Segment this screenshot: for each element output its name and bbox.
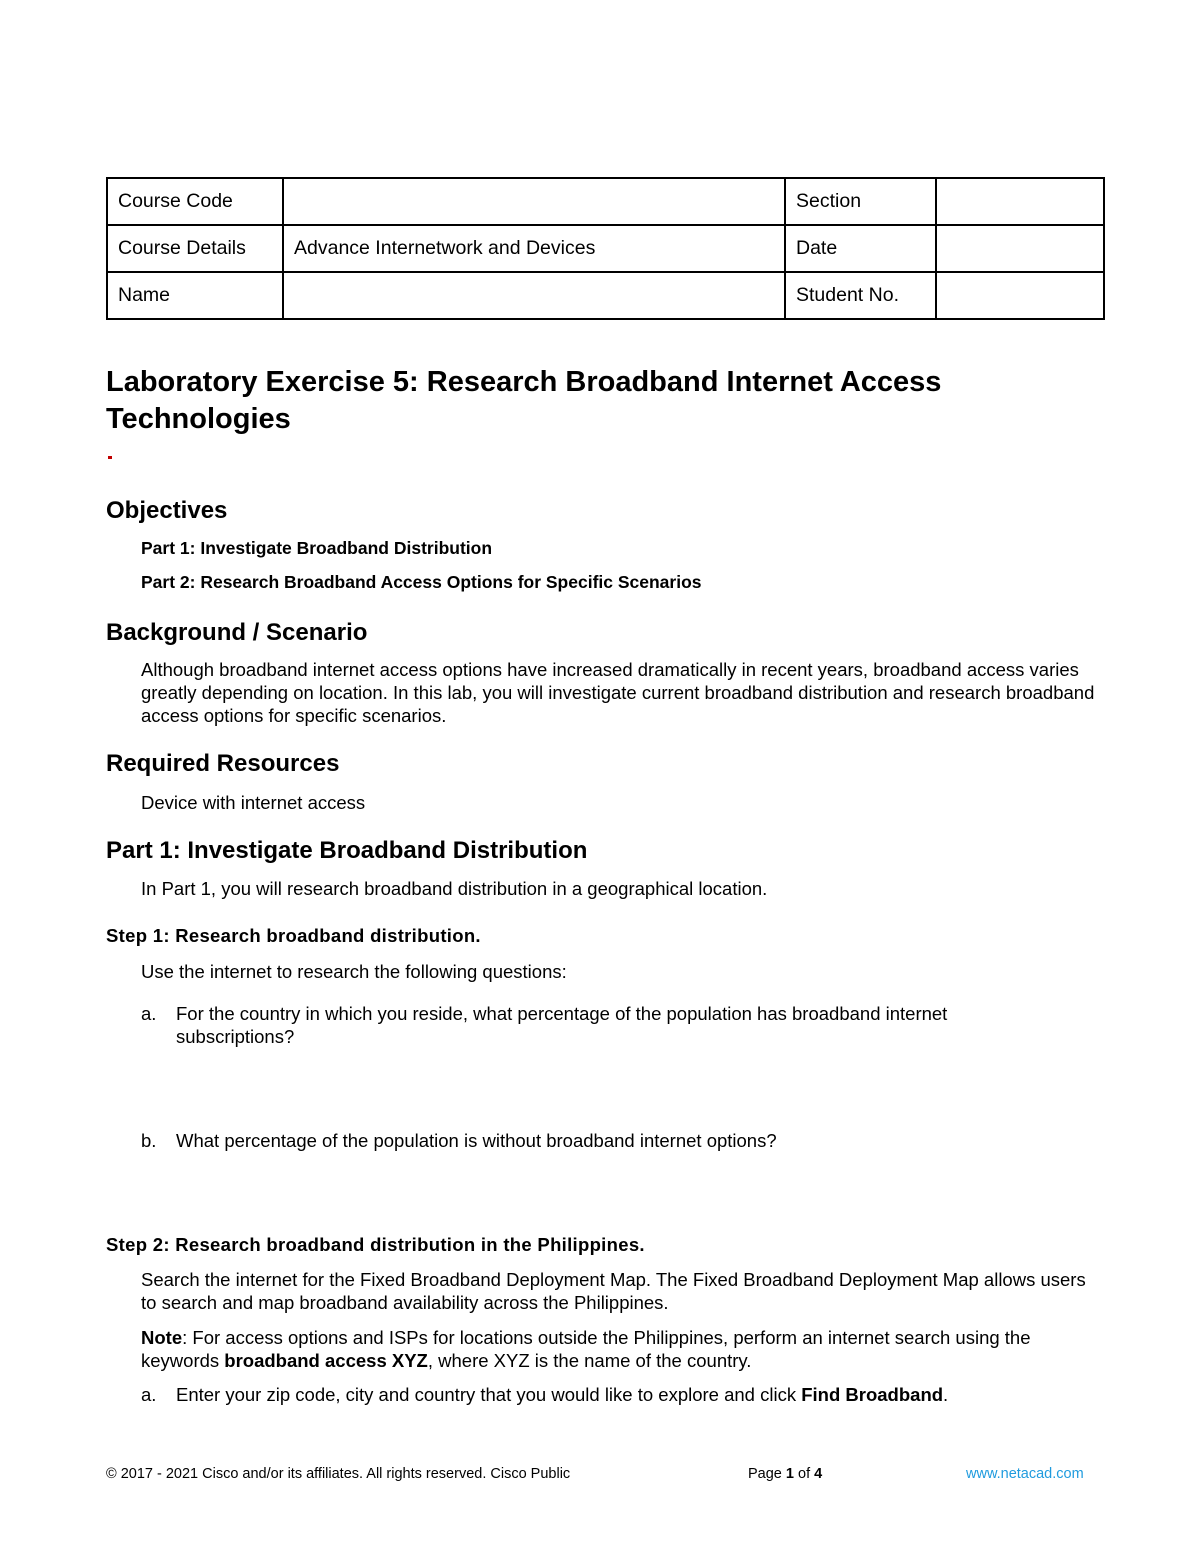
background-heading: Background / Scenario bbox=[106, 619, 368, 646]
instruction-text: Enter your zip code, city and country that you would like to explore and click bbox=[176, 1384, 802, 1405]
section-value bbox=[936, 178, 1104, 225]
course-details-value: Advance Internetwork and Devices bbox=[283, 225, 785, 272]
note-keywords: broadband access XYZ bbox=[224, 1350, 428, 1371]
background-text: Although broadband internet access options have increased dramatically in recent years, broadband access varies greatly depending on location. In this lab, you will investigate current broadband distribution and research broadband access options for specific scenarios. bbox=[141, 659, 1095, 726]
list-letter: b. bbox=[141, 1130, 157, 1151]
date-value bbox=[936, 225, 1104, 272]
part1-heading: Part 1: Investigate Broadband Distribution bbox=[106, 837, 588, 864]
part1-intro: In Part 1, you will research broadband distribution in a geographical location. bbox=[141, 878, 768, 899]
resources-text: Device with internet access bbox=[141, 792, 366, 813]
note-text-2: , where XYZ is the name of the country. bbox=[427, 1350, 752, 1371]
footer-copyright: © 2017 - 2021 Cisco and/or its affiliates. All rights reserved. Cisco Public bbox=[106, 1466, 571, 1482]
list-letter: a. bbox=[141, 1384, 157, 1405]
step2-intro: Search the internet for the Fixed Broadband Deployment Map. The Fixed Broadband Deployment Map allows users to search and map broadband availability across the Philippines. bbox=[141, 1269, 1086, 1313]
page-mid: of bbox=[793, 1466, 815, 1482]
find-broadband-label: Find Broadband bbox=[801, 1384, 944, 1405]
red-marker bbox=[108, 456, 112, 459]
table-row bbox=[107, 225, 1104, 272]
objectives-heading: Objectives bbox=[106, 497, 228, 524]
student-no-label: Student No. bbox=[785, 272, 936, 319]
step1-question-b: What percentage of the population is without broadband internet options? bbox=[176, 1130, 777, 1151]
page-total: 4 bbox=[814, 1466, 823, 1482]
step1-heading: Step 1: Research broadband distribution. bbox=[106, 925, 481, 946]
resources-heading: Required Resources bbox=[106, 750, 340, 777]
footer-link[interactable]: www.netacad.com bbox=[966, 1466, 1084, 1482]
instruction-end: . bbox=[943, 1384, 949, 1405]
step1-question-a: For the country in which you reside, what percentage of the population has broadband internet subscriptions? bbox=[176, 1003, 948, 1047]
table-row bbox=[107, 178, 1104, 225]
page-prefix: Page bbox=[748, 1466, 786, 1482]
student-no-value bbox=[936, 272, 1104, 319]
step2-instruction-a bbox=[176, 1383, 1061, 1406]
list-item bbox=[141, 1002, 1061, 1048]
document-title: Laboratory Exercise 5: Research Broadband Internet Access Technologies bbox=[106, 366, 942, 435]
date-label: Date bbox=[785, 225, 936, 272]
objective-part-2: Part 2: Research Broadband Access Options for Specific Scenarios bbox=[141, 572, 702, 592]
step2-heading: Step 2: Research broadband distribution in the Philippines. bbox=[106, 1234, 645, 1255]
footer-page-number bbox=[748, 1465, 822, 1483]
course-code-label: Course Code bbox=[107, 178, 283, 225]
name-label: Name bbox=[107, 272, 283, 319]
list-letter: a. bbox=[141, 1003, 157, 1024]
course-details-label: Course Details bbox=[107, 225, 283, 272]
list-item bbox=[141, 1129, 1061, 1152]
page-current: 1 bbox=[785, 1466, 794, 1482]
course-info-table bbox=[106, 177, 1105, 320]
course-code-value bbox=[283, 178, 785, 225]
list-item bbox=[141, 1383, 1061, 1406]
note-text-1: : For access options and ISPs for locations outside the Philippines, perform an internet search using the keywords bbox=[141, 1327, 1031, 1371]
step1-intro: Use the internet to research the following questions: bbox=[141, 961, 567, 982]
note-label: Note bbox=[141, 1327, 183, 1348]
section-label: Section bbox=[785, 178, 936, 225]
step2-note bbox=[141, 1326, 1101, 1372]
table-row bbox=[107, 272, 1104, 319]
objective-part-1: Part 1: Investigate Broadband Distribution bbox=[141, 538, 493, 558]
name-value bbox=[283, 272, 785, 319]
